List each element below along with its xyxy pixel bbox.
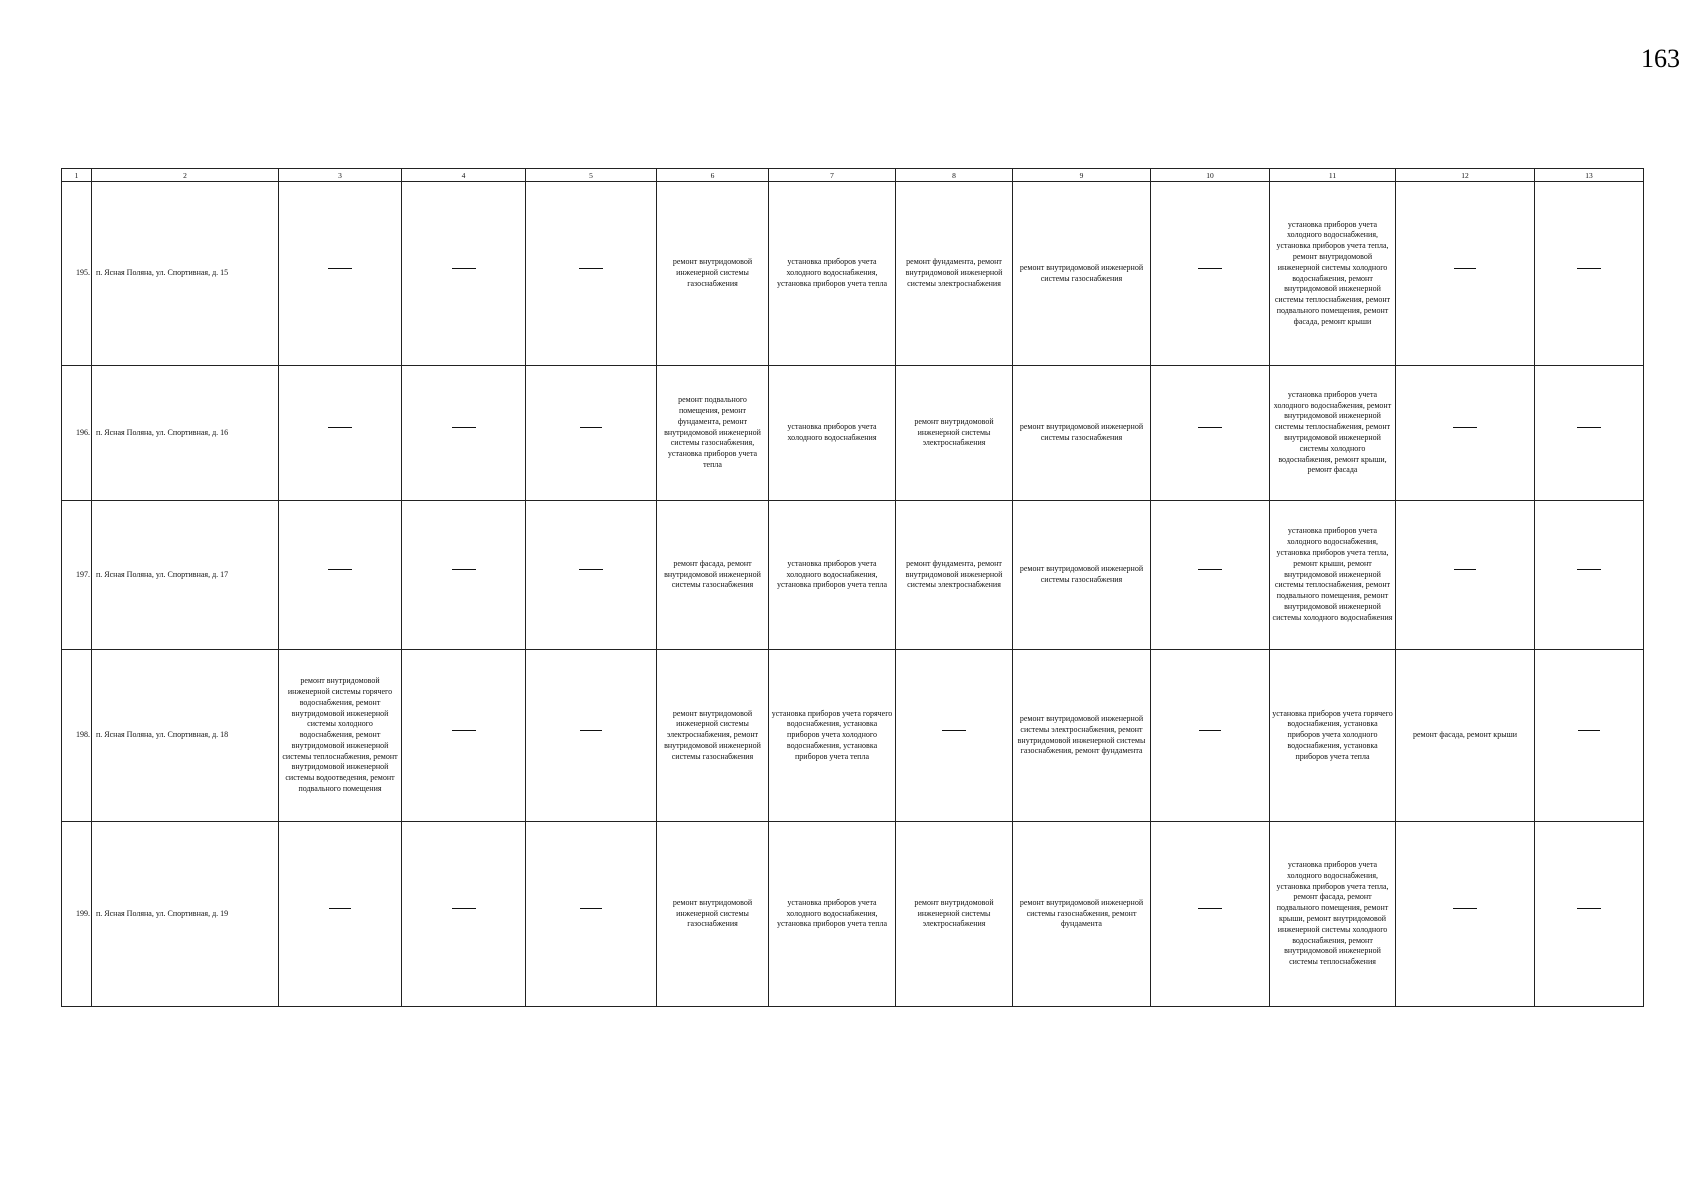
dash-mark xyxy=(1198,908,1222,920)
cell-col4 xyxy=(402,182,526,366)
row-number: 197. xyxy=(62,501,92,650)
dash-mark xyxy=(1577,268,1601,280)
page-number: 163 xyxy=(1641,44,1680,73)
cell-col7: установка приборов учета холодного водоснабжения xyxy=(769,366,896,501)
dash-mark xyxy=(1198,268,1222,280)
dash-mark xyxy=(1577,908,1601,920)
cell-col4 xyxy=(402,650,526,822)
cell-col4 xyxy=(402,822,526,1007)
column-header: 4 xyxy=(402,169,526,182)
column-header: 7 xyxy=(769,169,896,182)
column-header: 2 xyxy=(92,169,279,182)
row-number: 196. xyxy=(62,366,92,501)
cell-col7: установка приборов учета холодного водоснабжения, установка приборов учета тепла xyxy=(769,501,896,650)
cell-col11: установка приборов учета холодного водоснабжения, установка приборов учета тепла, ремонт крыши, ремонт внутридомовой инженерной системы теплоснабжения, ремонт подвального помещения, ремонт внутридомовой инженерной системы холодного водоснабжения xyxy=(1270,501,1396,650)
cell-col3 xyxy=(279,182,402,366)
cell-col3 xyxy=(279,366,402,501)
cell-col11: установка приборов учета горячего водоснабжения, установка приборов учета холодного водоснабжения, установка приборов учета тепла xyxy=(1270,650,1396,822)
dash-mark xyxy=(452,908,476,920)
cell-col8 xyxy=(896,650,1013,822)
cell-col10 xyxy=(1151,650,1270,822)
column-header: 13 xyxy=(1535,169,1644,182)
dash-mark xyxy=(580,908,602,920)
column-header: 10 xyxy=(1151,169,1270,182)
cell-col5 xyxy=(526,182,657,366)
dash-mark xyxy=(1577,427,1601,439)
dash-mark xyxy=(1578,730,1600,742)
cell-col11: установка приборов учета холодного водоснабжения, установка приборов учета тепла, ремонт фасада, ремонт подвального помещения, ремонт крыши, ремонт внутридомовой инженерной системы холодного водоснабжения, ремонт внутридомовой инженерной системы теплоснабжения xyxy=(1270,822,1396,1007)
dash-mark xyxy=(452,569,476,581)
dash-mark xyxy=(328,268,352,280)
cell-col9: ремонт внутридомовой инженерной системы газоснабжения xyxy=(1013,501,1151,650)
dash-mark xyxy=(452,730,476,742)
dash-mark xyxy=(1453,908,1477,920)
cell-col5 xyxy=(526,501,657,650)
cell-col4 xyxy=(402,501,526,650)
row-number: 199. xyxy=(62,822,92,1007)
cell-col6: ремонт внутридомовой инженерной системы электроснабжения, ремонт внутридомовой инженерной системы газоснабжения xyxy=(657,650,769,822)
table-row xyxy=(62,822,1644,1007)
column-header: 1 xyxy=(62,169,92,182)
repair-program-table xyxy=(61,168,1644,1007)
cell-col5 xyxy=(526,822,657,1007)
cell-col13 xyxy=(1535,366,1644,501)
dash-mark xyxy=(1198,427,1222,439)
address-cell: п. Ясная Поляна, ул. Спортивная, д. 17 xyxy=(92,501,279,650)
cell-col9: ремонт внутридомовой инженерной системы газоснабжения xyxy=(1013,182,1151,366)
dash-mark xyxy=(329,908,351,920)
dash-mark xyxy=(1198,569,1222,581)
table-row xyxy=(62,366,1644,501)
table-row xyxy=(62,182,1644,366)
cell-col13 xyxy=(1535,822,1644,1007)
address-cell: п. Ясная Поляна, ул. Спортивная, д. 18 xyxy=(92,650,279,822)
cell-col5 xyxy=(526,650,657,822)
dash-mark xyxy=(579,569,603,581)
cell-col12 xyxy=(1396,822,1535,1007)
address-cell: п. Ясная Поляна, ул. Спортивная, д. 19 xyxy=(92,822,279,1007)
cell-col10 xyxy=(1151,366,1270,501)
cell-col8: ремонт фундамента, ремонт внутридомовой инженерной системы электроснабжения xyxy=(896,501,1013,650)
dash-mark xyxy=(452,268,476,280)
cell-col8: ремонт внутридомовой инженерной системы электроснабжения xyxy=(896,822,1013,1007)
dash-mark xyxy=(452,427,476,439)
cell-col13 xyxy=(1535,182,1644,366)
dash-mark xyxy=(1453,427,1477,439)
cell-col7: установка приборов учета холодного водоснабжения, установка приборов учета тепла xyxy=(769,182,896,366)
column-header: 3 xyxy=(279,169,402,182)
cell-col3 xyxy=(279,822,402,1007)
cell-col7: установка приборов учета горячего водоснабжения, установка приборов учета холодного водоснабжения, установка приборов учета тепла xyxy=(769,650,896,822)
cell-col6: ремонт подвального помещения, ремонт фундамента, ремонт внутридомовой инженерной системы газоснабжения, установка приборов учета тепла xyxy=(657,366,769,501)
cell-col6: ремонт внутридомовой инженерной системы газоснабжения xyxy=(657,182,769,366)
table-row xyxy=(62,501,1644,650)
column-header: 9 xyxy=(1013,169,1151,182)
dash-mark xyxy=(328,427,352,439)
cell-col10 xyxy=(1151,822,1270,1007)
dash-mark xyxy=(942,730,966,742)
row-number: 198. xyxy=(62,650,92,822)
cell-col13 xyxy=(1535,501,1644,650)
table-row xyxy=(62,650,1644,822)
column-header: 6 xyxy=(657,169,769,182)
cell-col12: ремонт фасада, ремонт крыши xyxy=(1396,650,1535,822)
cell-col10 xyxy=(1151,501,1270,650)
cell-col12 xyxy=(1396,501,1535,650)
dash-mark xyxy=(328,569,352,581)
cell-col8: ремонт внутридомовой инженерной системы электроснабжения xyxy=(896,366,1013,501)
cell-col6: ремонт внутридомовой инженерной системы газоснабжения xyxy=(657,822,769,1007)
cell-col12 xyxy=(1396,366,1535,501)
cell-col6: ремонт фасада, ремонт внутридомовой инженерной системы газоснабжения xyxy=(657,501,769,650)
dash-mark xyxy=(1199,730,1221,742)
row-number: 195. xyxy=(62,182,92,366)
cell-col9: ремонт внутридомовой инженерной системы газоснабжения xyxy=(1013,366,1151,501)
cell-col3: ремонт внутридомовой инженерной системы горячего водоснабжения, ремонт внутридомовой инженерной системы холодного водоснабжения, ремонт внутридомовой инженерной системы теплоснабжения, ремонт внутридомовой инженерной системы водоотведения, ремонт подвального помещения xyxy=(279,650,402,822)
column-header: 11 xyxy=(1270,169,1396,182)
dash-mark xyxy=(1454,268,1476,280)
cell-col10 xyxy=(1151,182,1270,366)
dash-mark xyxy=(579,268,603,280)
column-header: 5 xyxy=(526,169,657,182)
cell-col9: ремонт внутридомовой инженерной системы газоснабжения, ремонт фундамента xyxy=(1013,822,1151,1007)
column-number-row xyxy=(62,169,1644,182)
dash-mark xyxy=(580,730,602,742)
cell-col4 xyxy=(402,366,526,501)
cell-col5 xyxy=(526,366,657,501)
cell-col3 xyxy=(279,501,402,650)
cell-col11: установка приборов учета холодного водоснабжения, ремонт внутридомовой инженерной системы теплоснабжения, ремонт внутридомовой инженерной системы холодного водоснабжения, ремонт крыши, ремонт фасада xyxy=(1270,366,1396,501)
dash-mark xyxy=(1454,569,1476,581)
column-header: 8 xyxy=(896,169,1013,182)
address-cell: п. Ясная Поляна, ул. Спортивная, д. 16 xyxy=(92,366,279,501)
cell-col7: установка приборов учета холодного водоснабжения, установка приборов учета тепла xyxy=(769,822,896,1007)
cell-col13 xyxy=(1535,650,1644,822)
dash-mark xyxy=(1577,569,1601,581)
cell-col9: ремонт внутридомовой инженерной системы электроснабжения, ремонт внутридомовой инженерной системы газоснабжения, ремонт фундамента xyxy=(1013,650,1151,822)
dash-mark xyxy=(580,427,602,439)
cell-col12 xyxy=(1396,182,1535,366)
column-header: 12 xyxy=(1396,169,1535,182)
cell-col8: ремонт фундамента, ремонт внутридомовой инженерной системы электроснабжения xyxy=(896,182,1013,366)
address-cell: п. Ясная Поляна, ул. Спортивная, д. 15 xyxy=(92,182,279,366)
cell-col11: установка приборов учета холодного водоснабжения, установка приборов учета тепла, ремонт внутридомовой инженерной системы холодного водоснабжения, ремонт внутридомовой инженерной системы теплоснабжения, ремонт подвального помещения, ремонт фасада, ремонт крыши xyxy=(1270,182,1396,366)
